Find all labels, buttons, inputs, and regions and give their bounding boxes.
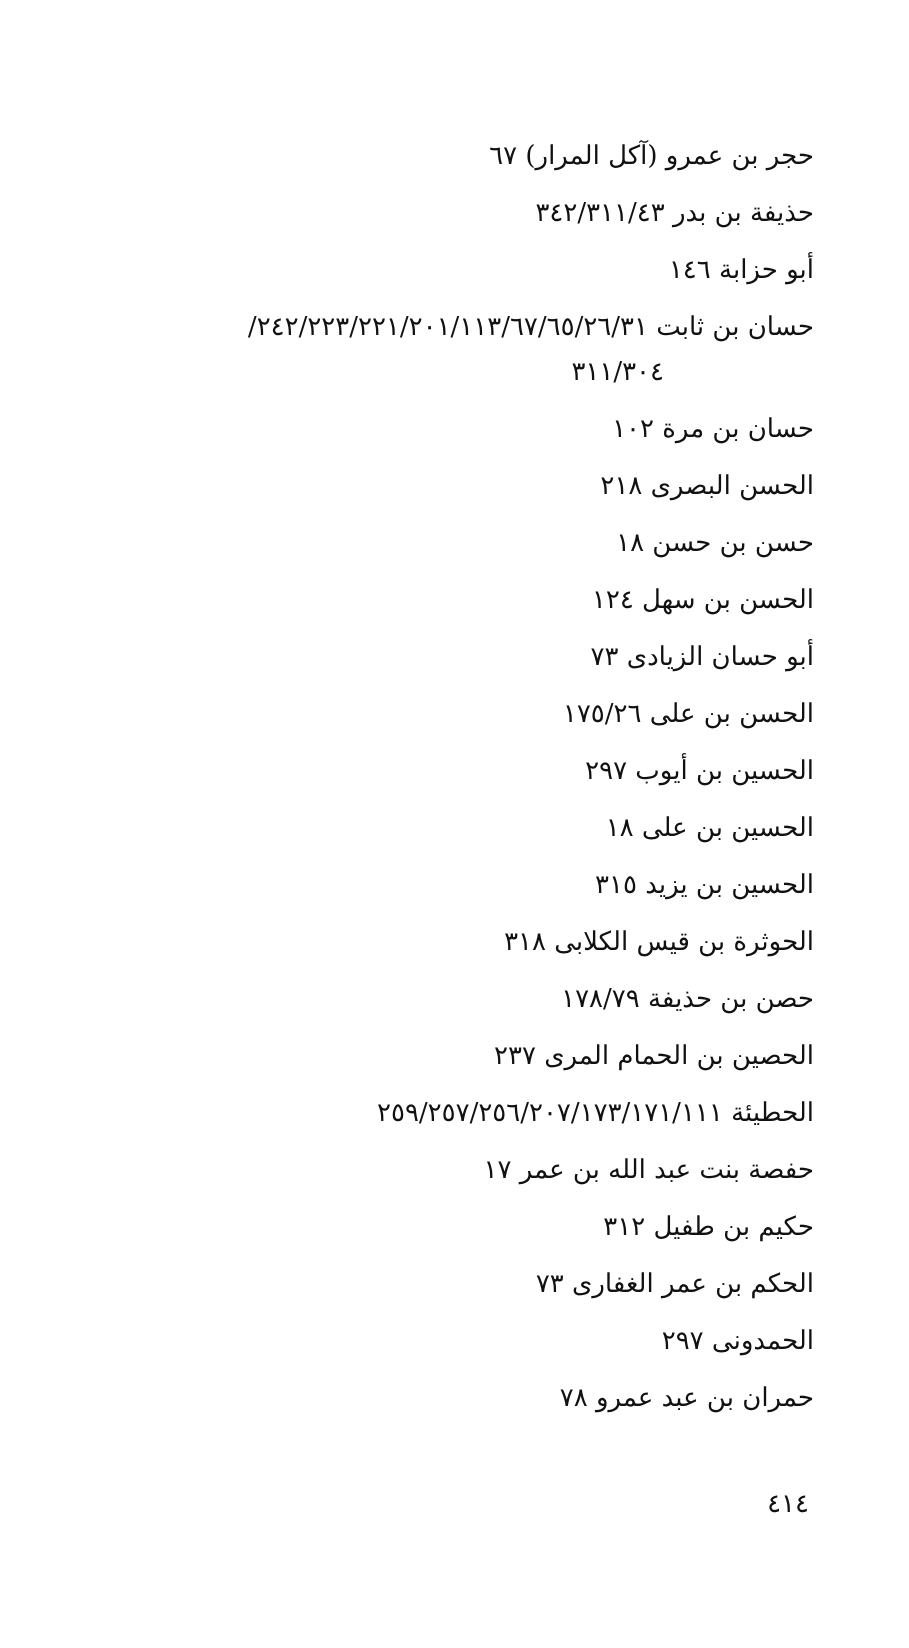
index-entry-text: الحسين بن يزيد ٣١٥ [595, 870, 814, 900]
index-entries [74, 140, 814, 1439]
index-entry [74, 983, 814, 1016]
index-entry [74, 1097, 814, 1130]
index-entry [74, 641, 814, 674]
index-entry-text: حسن بن حسن ١٨ [616, 528, 814, 558]
index-entry [74, 140, 814, 173]
index-entry [74, 1382, 814, 1415]
index-entry [74, 698, 814, 731]
index-entry [74, 527, 814, 560]
index-entry [74, 1325, 814, 1358]
index-entry [74, 1154, 814, 1187]
index-entry [74, 869, 814, 902]
index-entry-text: الحوثرة بن قيس الكلابى ٣١٨ [504, 927, 814, 957]
index-entry [74, 254, 814, 287]
page-number: ٤١٤ [767, 1489, 809, 1519]
index-entry-text: حجر بن عمرو (آكل المرار) ٦٧ [489, 141, 814, 171]
index-entry [74, 755, 814, 788]
index-entry-text: حسان بن ثابت ٢٤٢/٢٢٣/٢٢١/٢٠١/١١٣/٦٧/٦٥/٢٦/٣١/ [247, 312, 814, 342]
index-entry-text: حكيم بن طفيل ٣١٢ [603, 1212, 814, 1242]
index-entry-text: الحسن بن على ١٧٥/٢٦ [562, 699, 814, 729]
index-entry-continuation: ٣١١/٣٠٤ [571, 357, 664, 387]
index-entry-text: حسان بن مرة ١٠٢ [612, 414, 814, 444]
index-entry [74, 584, 814, 617]
index-entry-text: أبو حسان الزيادى ٧٣ [590, 642, 814, 672]
index-entry-text: حذيفة بن بدر ٣٤٢/٣١١/٤٣ [535, 198, 814, 228]
index-entry-text: الحطيئة ٢٥٩/٢٥٧/٢٥٦/٢٠٧/١٧٣/١٧١/١١١ [377, 1098, 814, 1128]
index-entry [74, 413, 814, 446]
index-entry [74, 311, 814, 389]
index-entry-text: الحصين بن الحمام المرى ٢٣٧ [494, 1041, 814, 1071]
index-entry-text: الحسين بن أيوب ٢٩٧ [585, 756, 814, 786]
index-entry-text: حفصة بنت عبد الله بن عمر ١٧ [483, 1155, 814, 1185]
index-entry-text: الحكم بن عمر الغفارى ٧٣ [535, 1269, 814, 1299]
index-entry-text: الحمدونى ٢٩٧ [661, 1326, 814, 1356]
index-entry [74, 926, 814, 959]
index-entry-text: أبو حزابة ١٤٦ [668, 255, 814, 285]
index-entry-text: الحسن البصرى ٢١٨ [600, 471, 814, 501]
index-entry [74, 1211, 814, 1244]
index-entry-text: الحسين بن على ١٨ [605, 813, 814, 843]
index-entry [74, 197, 814, 230]
index-entry-text: حمران بن عبد عمرو ٧٨ [559, 1383, 814, 1413]
index-entry-text: الحسن بن سهل ١٢٤ [591, 585, 814, 615]
index-entry [74, 470, 814, 503]
index-entry [74, 1040, 814, 1073]
index-entry [74, 1268, 814, 1301]
index-entry-text: حصن بن حذيفة ١٧٨/٧٩ [561, 984, 814, 1014]
index-entry [74, 812, 814, 845]
